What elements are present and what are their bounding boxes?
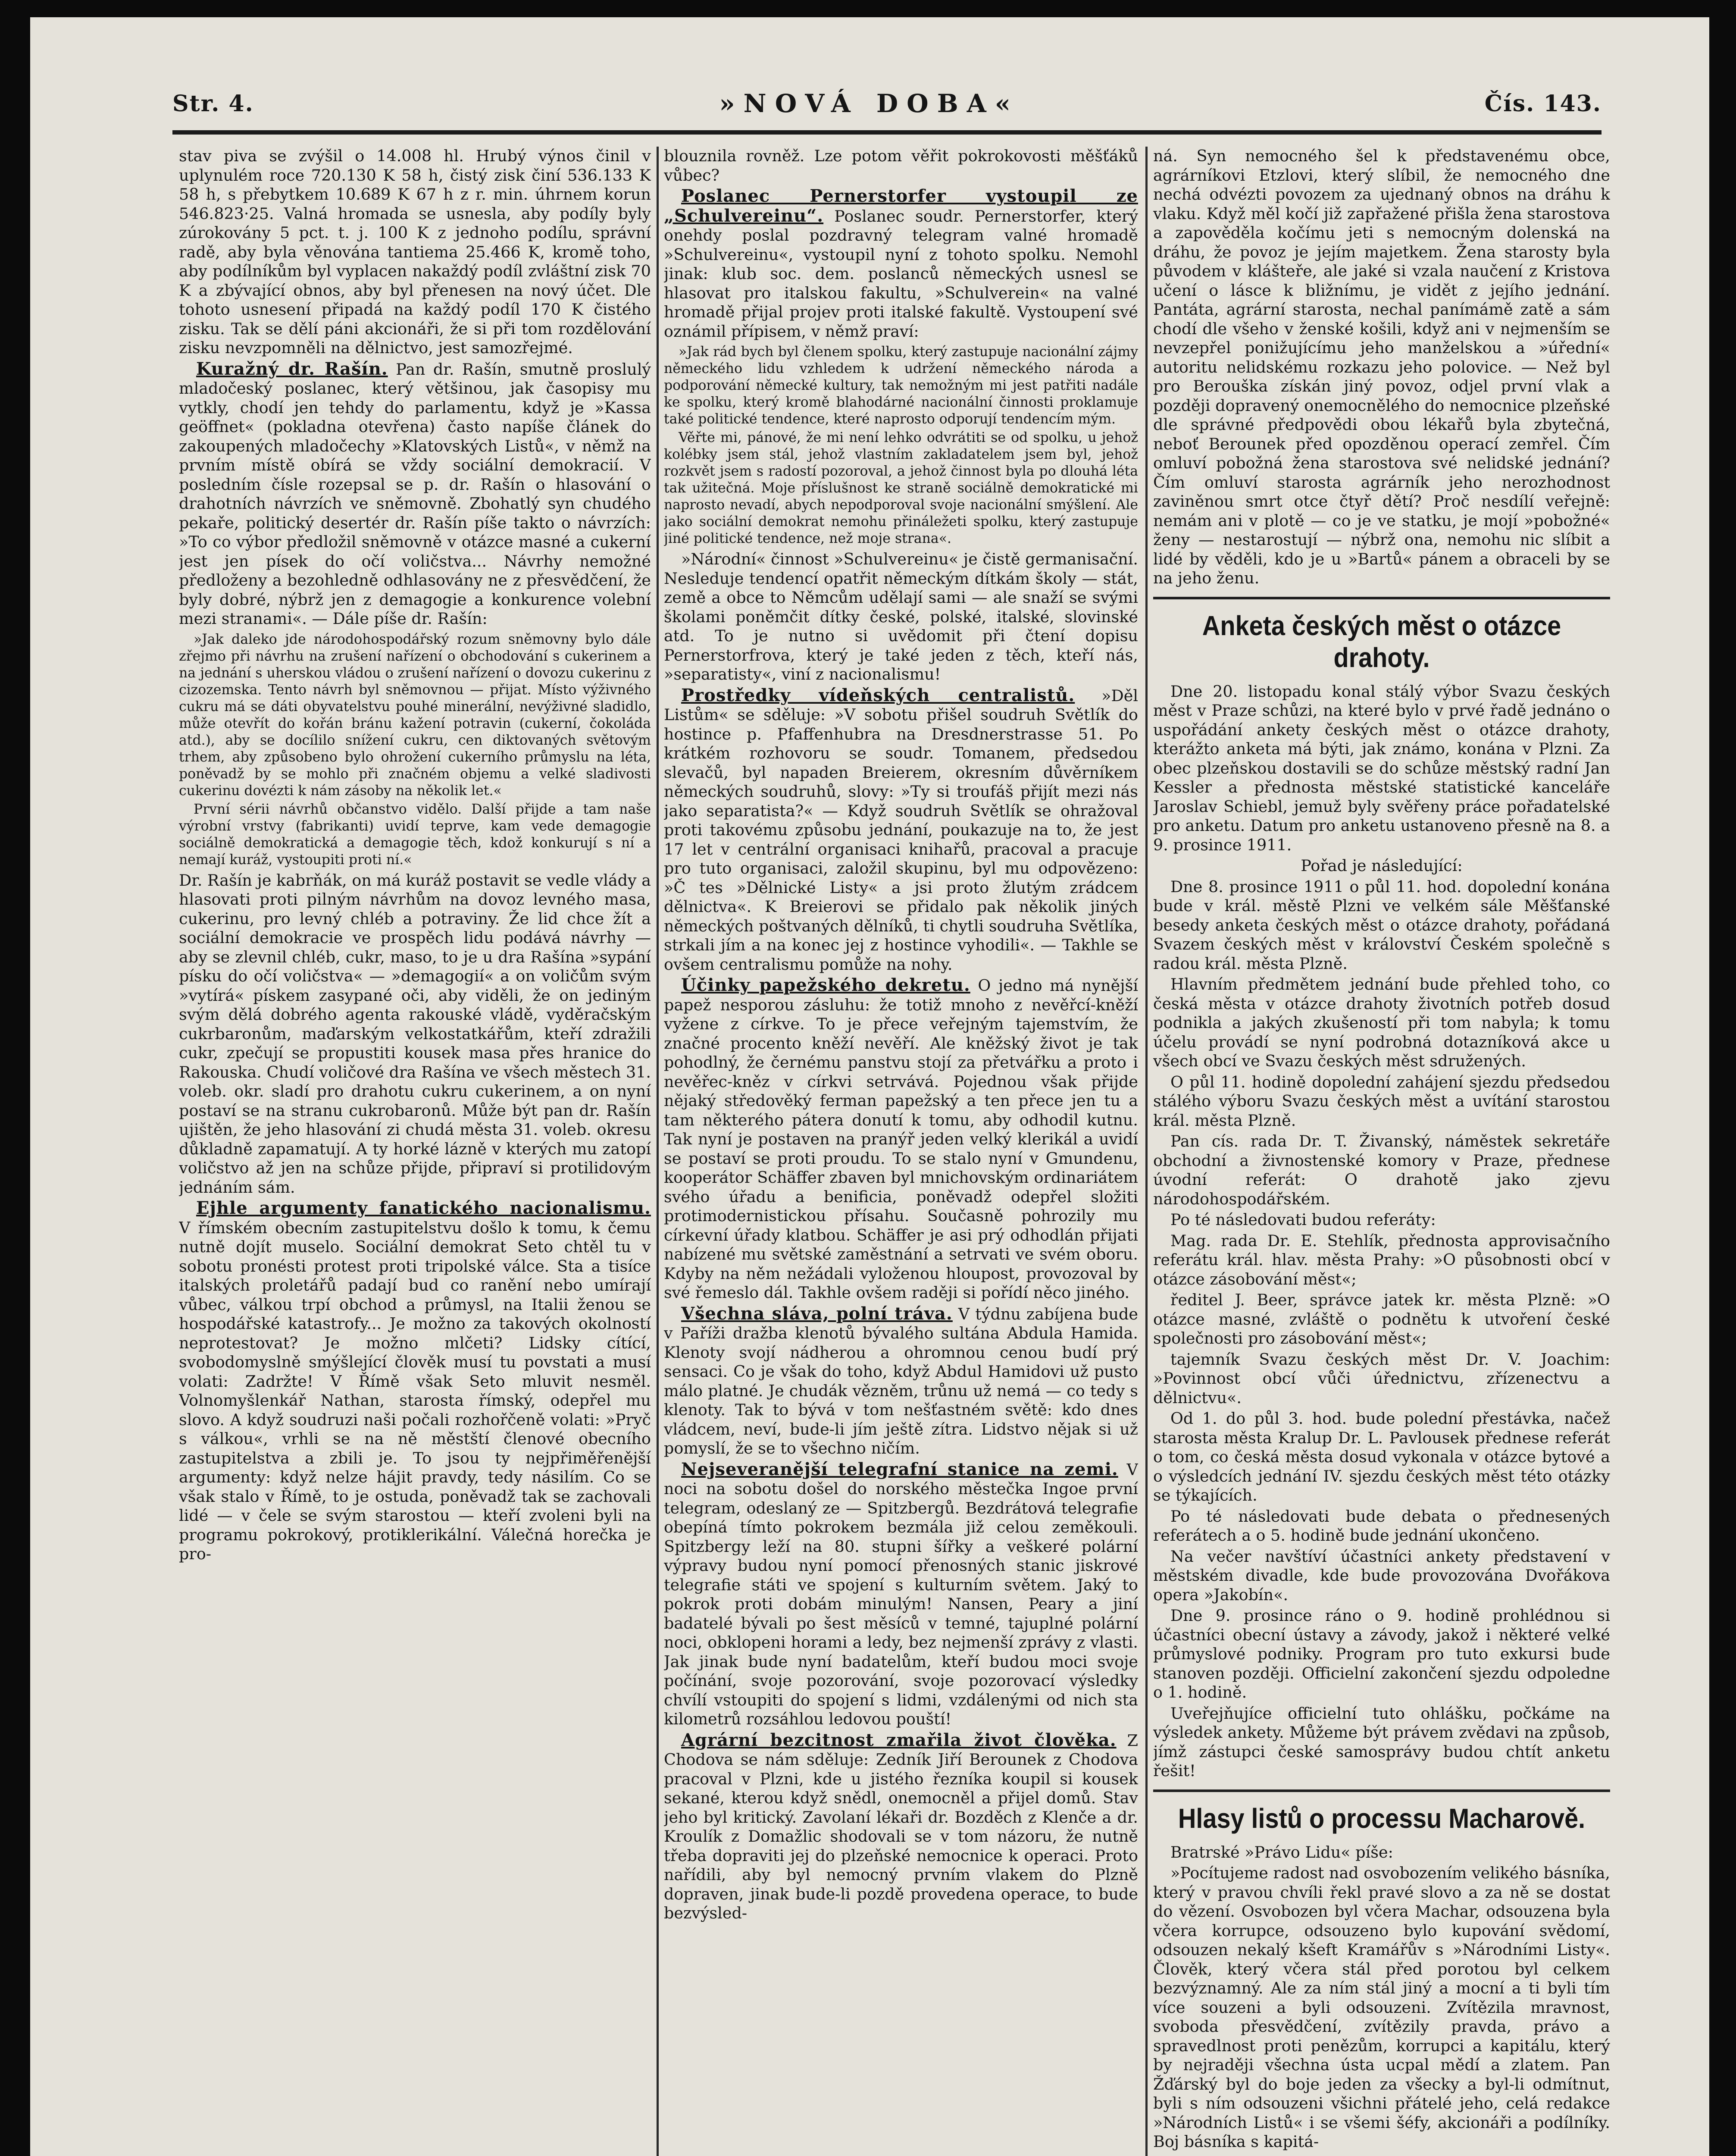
page-number: Str. 4. xyxy=(172,90,254,117)
section-heading: Anketa českých měst o otázce drahoty. xyxy=(1202,610,1561,673)
section-divider xyxy=(1153,597,1610,599)
paragraph: »Národní« činnost »Schulvereinu« je čistě germanisační. Nesleduje tendencí opatřit německým dítkám školy — stát, země a obce to Němcům udělají sami — ale snaží se svými školami poněmčit dítky české, polské, italské, slovinské atd. To je nutno si uvědomit při čtení dopisu Pernerstorfrova, který je také jeden z těch, kteří nás, »separatisty«, viní z nacionalismu! xyxy=(664,550,1138,683)
paragraph: blouznila rovněž. Lze potom věřit pokrokovosti měšťáků vůbec? xyxy=(664,147,1138,185)
paragraph: Věřte mi, pánové, že mi není lehko odvrátiti se od spolku, u jehož kolébky jsem stál, jehož vlastním zakladatelem jsem byl, jehož rozkvět jsem s radostí pozoroval, a jehož činnost byla po dlouhá léta tak užitečná. Moje příslušnost ke straně sociálně demokratické mi naprosto nevadí, abych nepodporoval svoje nacionální smýšlení. Ale jako sociální demokrat nemohu přináležeti spolku, který zastupuje jiné politické tendence, než moje strana«. xyxy=(664,430,1138,546)
article-heading: Prostředky vídeňských centralistů. xyxy=(681,685,1075,705)
paragraph: Dne 9. prosince ráno o 9. hodině prohlédnou si účastníci obecní ústavy a závody, jakož i některé velké průmyslové podniky. Program pro tuto exkursi bude stanoven později. Officielní zakončení sjezdu odpoledne o 1. hodině. xyxy=(1153,1606,1610,1702)
article-heading: Účinky papežského dekretu. xyxy=(681,975,970,995)
paragraph: Pan dr. Rašín, smutně proslulý mladočeský poslanec, který většinou, jak časopisy mu vytkly, chodí jen tehdy do parlamentu, když je »Kassa geöffnet« (pokladna otevřena) často napíše článek do zakoupených mladočechy »Klatovských Listů«, v němž na prvním místě obírá se vždy sociální demokracií. V posledním čísle rozepsal se p. dr. Rašín o hlasování o drahotních návrzích ve sněmovně. Zbohatlý syn chudého pekaře, politický desertér dr. Rašín píše takto o návrzích: »To co výbor předložil sněmovně v otázce masné a cukerní jest jen písek do očí voličstva... Návrhy nemožné předloženy a bezohledně odhlasovány ne z přesvědčení, že byly dobré, nýbrž jen z demagogie a konkurence volební mezi stranami«. — Dále píše dr. Rašín: xyxy=(179,360,651,628)
paragraph: O jedno má nynější papež nesporou zásluhu: že totiž mnoho z nevěřcí-kněží vyžene z církve. To je přece veřejným tajemstvím, že značné procento kněží nevěří. Ale kněžský život je tak pohodlný, že černému panstvu stojí za přetvářku a proto i nevěřec-kněz v církvi setrvává. Pojednou však přijde nějaký středověký ferman papežský a ten přece jen tu a tam některého pátera donutí k tomu, aby odhodil kutnu. Tak nyní je postaven na pranýř jeden velký klerikál a uvidí se postaví se proti proudu. To se stalo nyní v Gmundenu, kooperátor Schäffer zbaven byl mnichovským ordinariátem svého úřadu a benificia, poněvadž odepřel složiti protimodernistickou přísahu. Současně pohrozily mu církevní úřady klatbou. Schäffer je asi prý odhodlán přijati nabízené mu světské zaměstnání a setrvati ve svém oboru. Kdyby na něm nežádali vyloženou hloupost, provozoval by své řemeslo dál. Takhle ovšem raději si pořídí něco jiného. xyxy=(664,976,1138,1302)
masthead-title: »NOVÁ DOBA« xyxy=(719,89,1019,118)
paragraph: Po té následovati budou referáty: xyxy=(1170,1210,1436,1229)
newspaper-page xyxy=(30,17,1709,2156)
paragraph: »Pocítujeme radost nad osvobozením velikého básníka, který v pravou chvíli řekl pravé slovo a za ně se dostat do vězení. Osvobozen byl včera Machar, odsouzena byla včera korrupce, odsouzeno bylo kupování svědomí, odsouzen nekalý kšeft Kramářův s »Národními Listy«. Člověk, který včera stál před porotou byl celkem bezvýznamný. Ale za ním stál jiný a mocní a ti byli tím více souzeni a byli odsouzeni. Zvítězila mravnost, svoboda přesvědčení, zvítězily pravda, právo a spravedlnost proti penězům, korrupci a kapitálu, který by nejraději všechna ústa ucpal mědí a zlatem. Pan Žďárský byl do boje jeden za všecky a byl-li odmítnut, byli s ním odsouzeni všichni přátelé jeho, celá redakce »Národních Listů« i se všemi šéfy, akcionáři a podílníky. Boj básníka s kapitá- xyxy=(1153,1864,1610,2151)
quotation xyxy=(664,344,1138,547)
article-heading: Poslanec Pernerstorfer vystoupil ze „Schulvereinu“. xyxy=(664,186,1138,226)
paragraph: Na večer navštíví účastníci ankety představení v městském divadle, kde bude provozována Dvořákova opera »Jakobín«. xyxy=(1153,1547,1610,1604)
column-1 xyxy=(179,147,651,2156)
paragraph: První sérii návrhů občanstvo vidělo. Další přijde a tam naše výrobní vrstvy (fabrikanti) uvidí teprve, kam vede demagogie sociálně demokratická a demagogie těch, kdož konkurují s ní a nemají kuráž, vystoupiti proti ní.« xyxy=(179,801,651,868)
paragraph: »Jak daleko jde národohospodářský rozum sněmovny bylo dále zřejmo při návrhu na zrušení nařízení o obchodování s cukerinem a na jednání s uherskou vládou o zrušení nařízení o dovozu cukerinu z cizozemska. Tento návrh byl sněmovnou — přijat. Místo výživného cukru má se dáti obyvatelstvu pouhé minerální, nevýživné sladidlo, může otevřít do kořán bránu kažení potravin (cukerní, čokoláda atd.), aby se docílilo snížení cukru, cen diktovaných světovým trhem, aby způsobeno bylo ohrožení cukerního průmyslu na léta, poněvadž by se mohlo při značném objemu a velké sladivosti cukerinu dovézti k nám zásoby na několik let.« xyxy=(179,631,651,799)
column-2 xyxy=(664,147,1138,2156)
paragraph: tajemník Svazu českých měst Dr. V. Joachim: »Povinnost obcí vůči úřednictvu, zřízenectvu a dělnictvu«. xyxy=(1153,1350,1610,1407)
paragraph: stav piva se zvýšil o 14.008 hl. Hrubý výnos činil v uplynulém roce 720.130 K 58 h, čistý zisk činí 536.133 K 58 h, s přebytkem 10.689 K 67 h z r. min. úhrnem korun 546.823·25. Valná hromada se usnesla, aby podíly byly zúrokovány 5 pct. t. j. 100 K z jednoho podílu, správní radě, aby byla věnována tantiema 25.466 K, kromě toho, aby podílníkům byl vyplacen nakaždý podíl zvláštní zisk 70 K a zbývající obnos, aby byl přenesen na nový účet. Dle tohoto usnesení připadá na každý podíl 170 K čistého zisku. Tak se dělí páni akcionáři, že si při tom rozdělování zisku nevzpomněli na dělnictvo, jest samozřejmé. xyxy=(179,147,651,357)
section-heading: Hlasy listů o processu Macharově. xyxy=(1178,1802,1586,1834)
page-header xyxy=(172,82,1601,125)
paragraph: Mag. rada Dr. E. Stehlík, přednosta approvisačního referátu král. hlav. města Prahy: »O působnosti obcí v otázce zásobování měst«; xyxy=(1153,1231,1610,1288)
paragraph: Od 1. do půl 3. hod. bude polední přestávka, načež starosta města Kralup Dr. L. Pavlousek přednese referát o tom, co česká města dosud vykonala v otázce bytové a o výsledcích jednání IV. sjezdu českých měst této otázky se týkajících. xyxy=(1153,1409,1610,1504)
article-heading: Agrární bezcitnost zmařila život člověka. xyxy=(681,1730,1117,1750)
paragraph: Po té následovati bude debata o přednesených referátech a o 5. hodině bude jednání ukončeno. xyxy=(1153,1507,1610,1545)
paragraph: Z Chodova se nám sděluje: Zedník Jiří Berounek z Chodova pracoval v Plzni, kde u jistého řezníka koupil si kousek sekané, kterou když snědl, onemocněl a přijel domů. Stav jeho byl kritický. Zavolaní lékaři dr. Bozděch z Klenče a dr. Kroulík z Domažlic shodovali se v tom názoru, že nutně třeba dopraviti jej do plzeňské nemocnice k operaci. Proto nařídili, aby byl nemocný prvním vlakem do Plzně dopraven, jinak bude-li pozdě provedena operace, to bude bezvýsled- xyxy=(664,1731,1138,1922)
paragraph: V týdnu zabíjena bude v Paříži dražba klenotů bývalého sultána Abdula Hamida. Klenoty svojí nádherou a ohromnou cenou budí prý sensaci. Co je však do toho, když Abdul Hamidovi už pusto málo platné. Je chudák vězněm, trůnu už nemá — co tedy s klenoty. Tak to bývá v tom nešťastném světě: kdo dnes vládcem, neví, bude-li jím ještě zítra. Lidstvo nějak si už pomyslí, že se to všechno ničím. xyxy=(664,1304,1138,1457)
paragraph: Poslanec soudr. Pernerstorfer, který onehdy poslal pozdravný telegram valné hromadě »Schulvereinu«, vystoupil nyní z tohoto spolku. Nemohl jinak: klub soc. dem. poslanců německých usnesl se hlasovat pro italskou fakultu, »Schulverein« na valné hromadě přijal projev proti italské fakultě. Vystoupení své oznámil přípisem, v němž praví: xyxy=(664,207,1138,341)
header-divider xyxy=(172,130,1601,135)
paragraph: Dne 20. listopadu konal stálý výbor Svazu českých měst v Praze schůzi, na které bylo v prvé řadě jednáno o uspořádání ankety českých měst o otázce drahoty, kterážto anketa má býti, jak známo, konána v Plzni. Za obec plzeňskou dostavili se do schůze městský radní Jan Kessler a přednosta městské statistické kanceláře Jaroslav Schiebl, jemuž byly svěřeny práce pořadatelské pro anketu. Datum pro anketu ustanoveno přesně na 8. a 9. prosince 1911. xyxy=(1153,682,1610,854)
paragraph: Pořad je následující: xyxy=(1301,856,1463,875)
paragraph: »Děl Listům« se sděluje: »V sobotu přišel soudruh Světlík do hostince p. Pfaffenhubra na Dresdnerstrasse 51. Po krátkém rozhovoru se soudr. Tomanem, předsedou slevačů, byl napaden Breierem, okresním důvěrníkem německých soudruhů, slovy: »Ty si troufáš přijít mezi nás jako separatista?« — Když soudruh Světlík se ohražoval proti takovému způsobu jednání, poukazuje na to, že jest 17 let v centrální organisaci knihařů, pracoval a pracuje pro tuto organisaci, založil skupinu, byl mu odpovězeno: »Č tes »Dělnické Listy« a jsi proto žlutým zrádcem dělnictva«. K Breierovi se přidalo pak několik jiných německých poštvaných dělníků, ti chytli soudruha Světlíka, strkali jím a na konec jej z hostince vyhodili«. — Takhle se ovšem centralismu pomůže na nohy. xyxy=(664,686,1138,974)
article-heading: Všechna sláva, polní tráva. xyxy=(681,1303,953,1324)
paragraph: Hlavním předmětem jednání bude přehled toho, co česká města v otázce drahoty životních potřeb dosud podnikla a jakých zkušeností při tom nabyla; k tomu účelu provádí se nyní podrobná dotazníková akce u všech obcí ve Svazu českých měst sdružených. xyxy=(1153,975,1610,1070)
issue-number: Čís. 143. xyxy=(1484,90,1601,117)
section-divider xyxy=(1153,1789,1610,1792)
paragraph: V římském obecním zastupitelstvu došlo k tomu, k čemu nutně dojít muselo. Sociální demokrat Seto chtěl tu v sobotu pronésti protest proti tripolské válce. Sta a tisíce italských proletářů padají bud co ranění nebo umírají vůbec, válkou trpí obchod a průmysl, na Italii ženou se hospodářské katastrofy... Je možno za takových okolností neprotestovat? Je možno mlčeti? Lidsky cítící, svobodomyslně smýšlející člověk musí tu povstati a musí volati: Zadržte! V Římě však Seto mluvit nesměl. Volnomyšlenkář Nathan, starosta římský, odepřel mu slovo. A když soudruzi naši počali rozhořčeně volati: »Pryč s válkou«, vrhli se na ně městští členové obecního zastupitelstva a zbili je. To jsou ty nejpřiměřenější argumenty: když nelze hájit pravdy, tedy násilím. Co se však stalo v Římě, to je ostuda, poněvadž tak se zachovali lidé — v čele se svým starostou — kteří zvoleni byli na programu pokrokový, protiklerikální. Válečná horečka je pro- xyxy=(179,1218,651,1563)
article-heading: Kuražný dr. Rašín. xyxy=(196,358,388,379)
quotation xyxy=(179,631,651,868)
article-heading: Nejseveranější telegrafní stanice na zemi. xyxy=(681,1459,1118,1479)
column-divider xyxy=(1145,147,1148,2156)
paragraph: Dne 8. prosince 1911 o půl 11. hod. dopolední konána bude v král. městě Plzni ve velkém sále Měšťanské besedy anketa českých měst o otázce drahoty, pořádaná Svazem českých měst v království Českém společně s radou král. města Plzně. xyxy=(1153,877,1610,973)
paragraph: »Jak rád bych byl členem spolku, který zastupuje nacionální zájmy německého lidu vzhledem k udržení německého národa a podporování německé kultury, tak nemožným mi jest patřiti nadále ke spolku, který kromě blahodárné nacionální činnosti proklamuje také politické tendence, které naprosto odporují tendencím mým. xyxy=(664,344,1138,427)
paragraph: Bratrské »Právo Lidu« píše: xyxy=(1170,1843,1393,1861)
paragraph: Uveřejňujíce officielní tuto ohlášku, počkáme na výsledek ankety. Můžeme být právem zvědavi na způsob, jímž zástupci české samosprávy budou chtít anketu řešit! xyxy=(1153,1704,1610,1780)
column-3 xyxy=(1153,147,1610,2156)
paragraph: O půl 11. hodině dopolední zahájení sjezdu předsedou stálého výboru Svazu českých měst a uvítání starostou král. města Plzně. xyxy=(1153,1072,1610,1130)
paragraph: Pan cís. rada Dr. T. Živanský, náměstek sekretáře obchodní a živnostenské komory v Praze, přednese úvodní referát: O drahotě jako zjevu národohospodářském. xyxy=(1153,1132,1610,1208)
paragraph: Dr. Rašín je kabrňák, on má kuráž postavit se vedle vlády a hlasovati proti pilným návrhům na dovoz levného masa, cukerinu, pro levný chléb a potraviny. Že lid chce žít a sociální demokracie ve prospěch lidu podává návrhy — aby se zlevnil chléb, cukr, maso, to je u dra Rašína »sypání písku do očí voličstva« — »demagogií« a on voličům svým »vytírá« pískem zasypané oči, aby viděli, že on jediným svým dělá dobrého agenta rakouské vládě, vyděračským cukrbaronům, maďarským velkostatkářům, kteří zdražili cukr, zpečují se propustiti kousek masa přes hranice do Rakouska. Chudí voličové dra Rašína ve všech městech 31. voleb. okr. sladí pro drahotu cukru cukerinem, a on nyní postaví se na stranu cukrobaronů. Může být pan dr. Rašín ujištěn, že jeho hlasování zi chudá města 31. voleb. okresu důkladně zapamatují. A ty horké lázně v kterých mu zatopí voličstvo až jen na schůze přijde, připraví si protilidovým jednáním sám. xyxy=(179,871,651,1197)
column-divider xyxy=(657,147,659,2156)
article-heading: Ejhle argumenty fanatického nacionalismu. xyxy=(196,1198,651,1218)
paragraph: ná. Syn nemocného šel k představenému obce, agrárníkovi Etzlovi, který slíbil, že nemocného dne nechá odvézti povozem za ujednaný obnos na dráhu k vlaku. Když měl kočí již zapřažené přišla žena starostova a zapověděla kočímu jeti s nemocným dolenská na dráhu, že povoz je jejím majetkem. Žena starosty byla původem v klášteře, ale jaké si vzala naučení z Kristova učení o lásce k bližnímu, je vidět z jejího jednání. Pantáta, agrární starosta, nechal panímámě zatě a sám chodí dle všeho v ženské košili, když ani v nejmenším se nevzepřel ponižujícímu jeho manželskou a »úřední« autoritu nelidskému rozkazu jeho polovice. — Než byl pro Berouška získán jiný povoz, odjel první vlak a později dopravený onemocnělého do nemocnice plzeňské dle správné předpovědi obou lékařů byla zbytečná, neboť Berounek před opozděnou operací zemřel. Čím omluví pobožná žena starostova své nelidské jednání? Čím omluví starosta agrárník jeho nerozhodnost zaviněnou smrt otce čtyř dětí? Proč nesdílí veřejně: nemám ani v plotě — co je ve statku, je mojí »pobožné« ženy — nestarostují — nýbrž ona, nemohu nic slíbit a lidé by věděli, kdo je u »Bartů« pánem a obraceli by se na jeho ženu. xyxy=(1153,147,1610,587)
paragraph: V noci na sobotu došel do norského městečka Ingoe první telegram, odeslaný ze — Spitzbergů. Bezdrátová telegrafie obepíná tímto pokrokem bezmála již celou zeměkouli. Spitzbergy leží na 80. stupni šířky a veškeré polární výpravy budou nyní pomocí přenosných stanic jiskrové telegrafie státi ve spojení s kulturním světem. Jaký to pokrok proti dobám minulým! Nansen, Peary a jiní badatelé bývali po šest měsíců v temné, tajuplné polární noci, obklopeni horami a ledy, bez nejmenší zprávy z vlasti. Jak jinak bude nyní badatelům, kteří budou moci svoje počínání, svoje pozorování, svoje pozorovací výsledky chvílí vstoupiti do spojení s lidmi, vzdálenými od nich sta kilometrů rozsáhlou ledovou pouští! xyxy=(664,1460,1138,1728)
paragraph: ředitel J. Beer, správce jatek kr. města Plzně: »O otázce masné, zvláště o podnětu k utvoření české společnosti pro zásobování měst«; xyxy=(1153,1291,1610,1348)
